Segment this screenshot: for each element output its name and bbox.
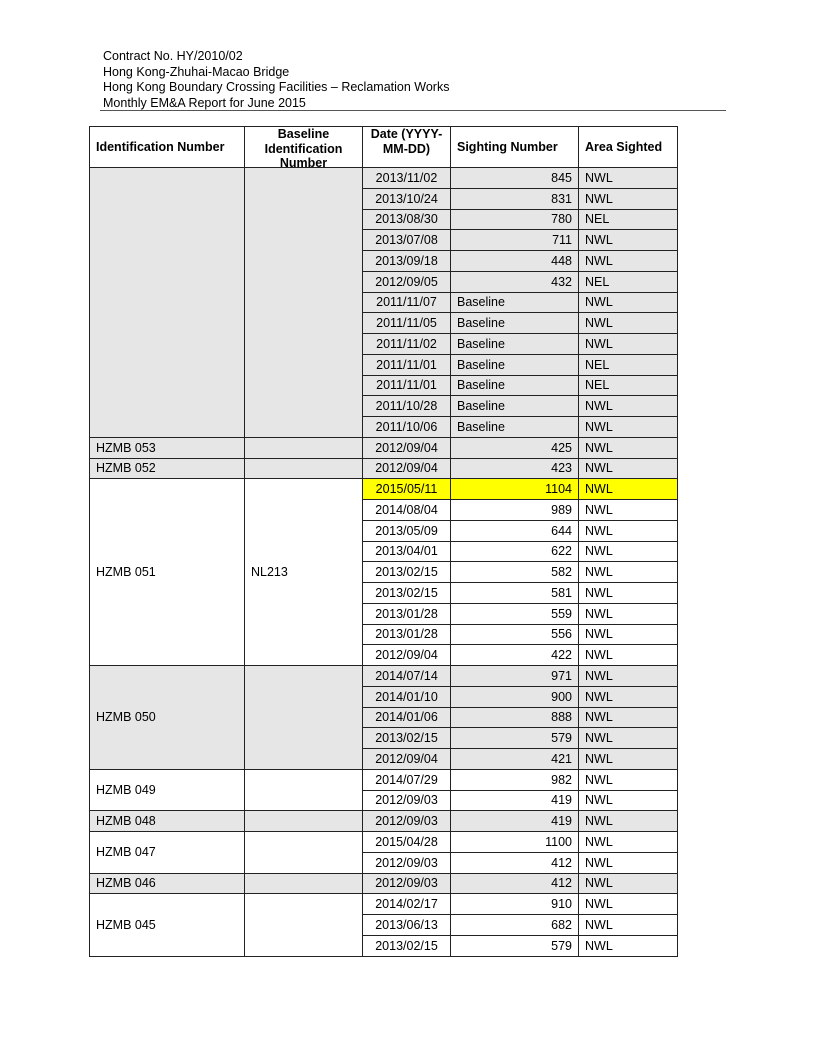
date-cell: 2014/01/06	[363, 707, 451, 728]
area-sighted-cell: NWL	[579, 437, 678, 458]
area-sighted-cell: NWL	[579, 749, 678, 770]
project-name: Hong Kong-Zhuhai-Macao Bridge	[103, 64, 290, 79]
area-sighted-cell: NWL	[579, 852, 678, 873]
sighting-number-cell: 412	[451, 873, 579, 894]
area-sighted-cell: NWL	[579, 894, 678, 915]
sighting-number-cell: 419	[451, 790, 579, 811]
date-cell: 2013/02/15	[363, 562, 451, 583]
area-sighted-cell: NWL	[579, 562, 678, 583]
area-sighted-cell: NWL	[579, 769, 678, 790]
area-sighted-cell: NWL	[579, 645, 678, 666]
sighting-number-cell: 579	[451, 935, 579, 956]
sighting-number-cell: 581	[451, 583, 579, 604]
date-cell: 2012/09/04	[363, 458, 451, 479]
area-sighted-cell: NWL	[579, 334, 678, 355]
sighting-number-cell: 579	[451, 728, 579, 749]
date-cell: 2011/11/05	[363, 313, 451, 334]
sighting-number-cell: 1104	[451, 479, 579, 500]
date-cell: 2014/02/17	[363, 894, 451, 915]
baseline-id-cell	[245, 873, 363, 894]
sighting-number-cell: Baseline	[451, 334, 579, 355]
area-sighted-cell: NWL	[579, 458, 678, 479]
sighting-number-cell: 888	[451, 707, 579, 728]
baseline-id-cell	[245, 168, 363, 438]
area-sighted-cell: NWL	[579, 168, 678, 189]
date-cell: 2012/09/03	[363, 852, 451, 873]
sighting-number-cell: 419	[451, 811, 579, 832]
area-sighted-cell: NWL	[579, 292, 678, 313]
area-sighted-cell: NWL	[579, 188, 678, 209]
area-sighted-cell: NWL	[579, 873, 678, 894]
date-cell: 2013/04/01	[363, 541, 451, 562]
area-sighted-cell: NWL	[579, 935, 678, 956]
area-sighted-cell: NWL	[579, 728, 678, 749]
date-cell: 2012/09/04	[363, 437, 451, 458]
date-cell: 2013/01/28	[363, 624, 451, 645]
date-cell: 2014/08/04	[363, 500, 451, 521]
identification-number-cell: HZMB 049	[90, 769, 245, 811]
date-cell: 2011/11/01	[363, 354, 451, 375]
area-sighted-cell: NWL	[579, 479, 678, 500]
date-cell: 2014/01/10	[363, 686, 451, 707]
identification-number-cell: HZMB 050	[90, 666, 245, 770]
sighting-number-cell: 556	[451, 624, 579, 645]
date-cell: 2013/01/28	[363, 603, 451, 624]
sighting-number-cell: 421	[451, 749, 579, 770]
col-header-id: Identification Number	[90, 127, 245, 168]
area-sighted-cell: NWL	[579, 417, 678, 438]
sighting-number-cell: 900	[451, 686, 579, 707]
sighting-number-cell: 910	[451, 894, 579, 915]
table-row	[90, 479, 678, 500]
sighting-number-cell: 982	[451, 769, 579, 790]
sighting-number-cell: 412	[451, 852, 579, 873]
sighting-number-cell: 711	[451, 230, 579, 251]
date-cell: 2011/10/28	[363, 396, 451, 417]
area-sighted-cell: NWL	[579, 313, 678, 334]
contract-number: Contract No. HY/2010/02	[103, 49, 243, 63]
date-cell: 2012/09/03	[363, 790, 451, 811]
date-cell: 2013/02/15	[363, 583, 451, 604]
report-title: Monthly EM&A Report for June 2015	[103, 95, 306, 110]
identification-number-cell: HZMB 053	[90, 437, 245, 458]
table-row	[90, 894, 678, 915]
baseline-id-cell	[245, 832, 363, 874]
sighting-number-cell: 682	[451, 915, 579, 936]
area-sighted-cell: NWL	[579, 520, 678, 541]
baseline-id-cell	[245, 769, 363, 811]
date-cell: 2013/08/30	[363, 209, 451, 230]
col-header-area: Area Sighted	[579, 127, 678, 168]
date-cell: 2013/09/18	[363, 251, 451, 272]
area-sighted-cell: NWL	[579, 583, 678, 604]
sightings-table	[89, 126, 678, 957]
identification-number-cell: HZMB 051	[90, 479, 245, 666]
date-cell: 2013/06/13	[363, 915, 451, 936]
sighting-number-cell: 831	[451, 188, 579, 209]
area-sighted-cell: NWL	[579, 915, 678, 936]
sighting-number-cell: 780	[451, 209, 579, 230]
area-sighted-cell: NEL	[579, 209, 678, 230]
table-row	[90, 666, 678, 687]
area-sighted-cell: NWL	[579, 500, 678, 521]
sighting-number-cell: 448	[451, 251, 579, 272]
sighting-number-cell: 644	[451, 520, 579, 541]
identification-number-cell: HZMB 046	[90, 873, 245, 894]
date-cell: 2014/07/14	[363, 666, 451, 687]
baseline-id-cell	[245, 894, 363, 956]
table-row	[90, 168, 678, 189]
sighting-number-cell: 1100	[451, 832, 579, 853]
date-cell: 2015/05/11	[363, 479, 451, 500]
area-sighted-cell: NWL	[579, 832, 678, 853]
sighting-number-cell: Baseline	[451, 417, 579, 438]
area-sighted-cell: NEL	[579, 271, 678, 292]
area-sighted-cell: NWL	[579, 230, 678, 251]
col-header-baseline: Baseline Identification Number	[245, 127, 363, 168]
date-cell: 2011/11/07	[363, 292, 451, 313]
sighting-number-cell: 422	[451, 645, 579, 666]
sighting-number-cell: Baseline	[451, 292, 579, 313]
sighting-number-cell: 845	[451, 168, 579, 189]
date-cell: 2013/02/15	[363, 935, 451, 956]
date-cell: 2012/09/04	[363, 645, 451, 666]
identification-number-cell: HZMB 045	[90, 894, 245, 956]
date-cell: 2011/10/06	[363, 417, 451, 438]
area-sighted-cell: NEL	[579, 375, 678, 396]
identification-number-cell: HZMB 047	[90, 832, 245, 874]
table-row	[90, 873, 678, 894]
area-sighted-cell: NWL	[579, 811, 678, 832]
area-sighted-cell: NWL	[579, 686, 678, 707]
date-cell: 2012/09/03	[363, 811, 451, 832]
sighting-number-cell: 559	[451, 603, 579, 624]
area-sighted-cell: NWL	[579, 396, 678, 417]
baseline-id-cell: NL213	[245, 479, 363, 666]
sighting-number-cell: Baseline	[451, 354, 579, 375]
baseline-id-cell	[245, 666, 363, 770]
sighting-number-cell: 425	[451, 437, 579, 458]
date-cell: 2012/09/03	[363, 873, 451, 894]
date-cell: 2014/07/29	[363, 769, 451, 790]
area-sighted-cell: NWL	[579, 666, 678, 687]
area-sighted-cell: NWL	[579, 707, 678, 728]
area-sighted-cell: NWL	[579, 603, 678, 624]
date-cell: 2013/11/02	[363, 168, 451, 189]
date-cell: 2013/10/24	[363, 188, 451, 209]
col-header-sighting: Sighting Number	[451, 127, 579, 168]
area-sighted-cell: NEL	[579, 354, 678, 375]
sighting-number-cell: 989	[451, 500, 579, 521]
identification-number-cell: HZMB 052	[90, 458, 245, 479]
table-row	[90, 458, 678, 479]
baseline-id-cell	[245, 811, 363, 832]
sighting-number-cell: 423	[451, 458, 579, 479]
sighting-number-cell: 622	[451, 541, 579, 562]
table-body	[90, 168, 678, 957]
area-sighted-cell: NWL	[579, 541, 678, 562]
date-cell: 2012/09/04	[363, 749, 451, 770]
table-row	[90, 832, 678, 853]
sighting-number-cell: Baseline	[451, 375, 579, 396]
sighting-number-cell: Baseline	[451, 396, 579, 417]
header-divider	[100, 110, 726, 111]
area-sighted-cell: NWL	[579, 790, 678, 811]
date-cell: 2013/05/09	[363, 520, 451, 541]
baseline-id-cell	[245, 458, 363, 479]
identification-number-cell	[90, 168, 245, 438]
area-sighted-cell: NWL	[579, 251, 678, 272]
document-header	[103, 49, 449, 111]
area-sighted-cell: NWL	[579, 624, 678, 645]
date-cell: 2013/02/15	[363, 728, 451, 749]
col-header-date: Date (YYYY-MM-DD)	[363, 127, 451, 168]
date-cell: 2015/04/28	[363, 832, 451, 853]
table-header-row	[90, 127, 678, 168]
table-row	[90, 811, 678, 832]
table-row	[90, 769, 678, 790]
date-cell: 2012/09/05	[363, 271, 451, 292]
sighting-number-cell: 432	[451, 271, 579, 292]
sighting-number-cell: 971	[451, 666, 579, 687]
project-subtitle: Hong Kong Boundary Crossing Facilities – Reclamation Works	[103, 80, 450, 94]
table-row	[90, 437, 678, 458]
date-cell: 2011/11/01	[363, 375, 451, 396]
date-cell: 2013/07/08	[363, 230, 451, 251]
sighting-number-cell: Baseline	[451, 313, 579, 334]
date-cell: 2011/11/02	[363, 334, 451, 355]
identification-number-cell: HZMB 048	[90, 811, 245, 832]
baseline-id-cell	[245, 437, 363, 458]
sighting-number-cell: 582	[451, 562, 579, 583]
